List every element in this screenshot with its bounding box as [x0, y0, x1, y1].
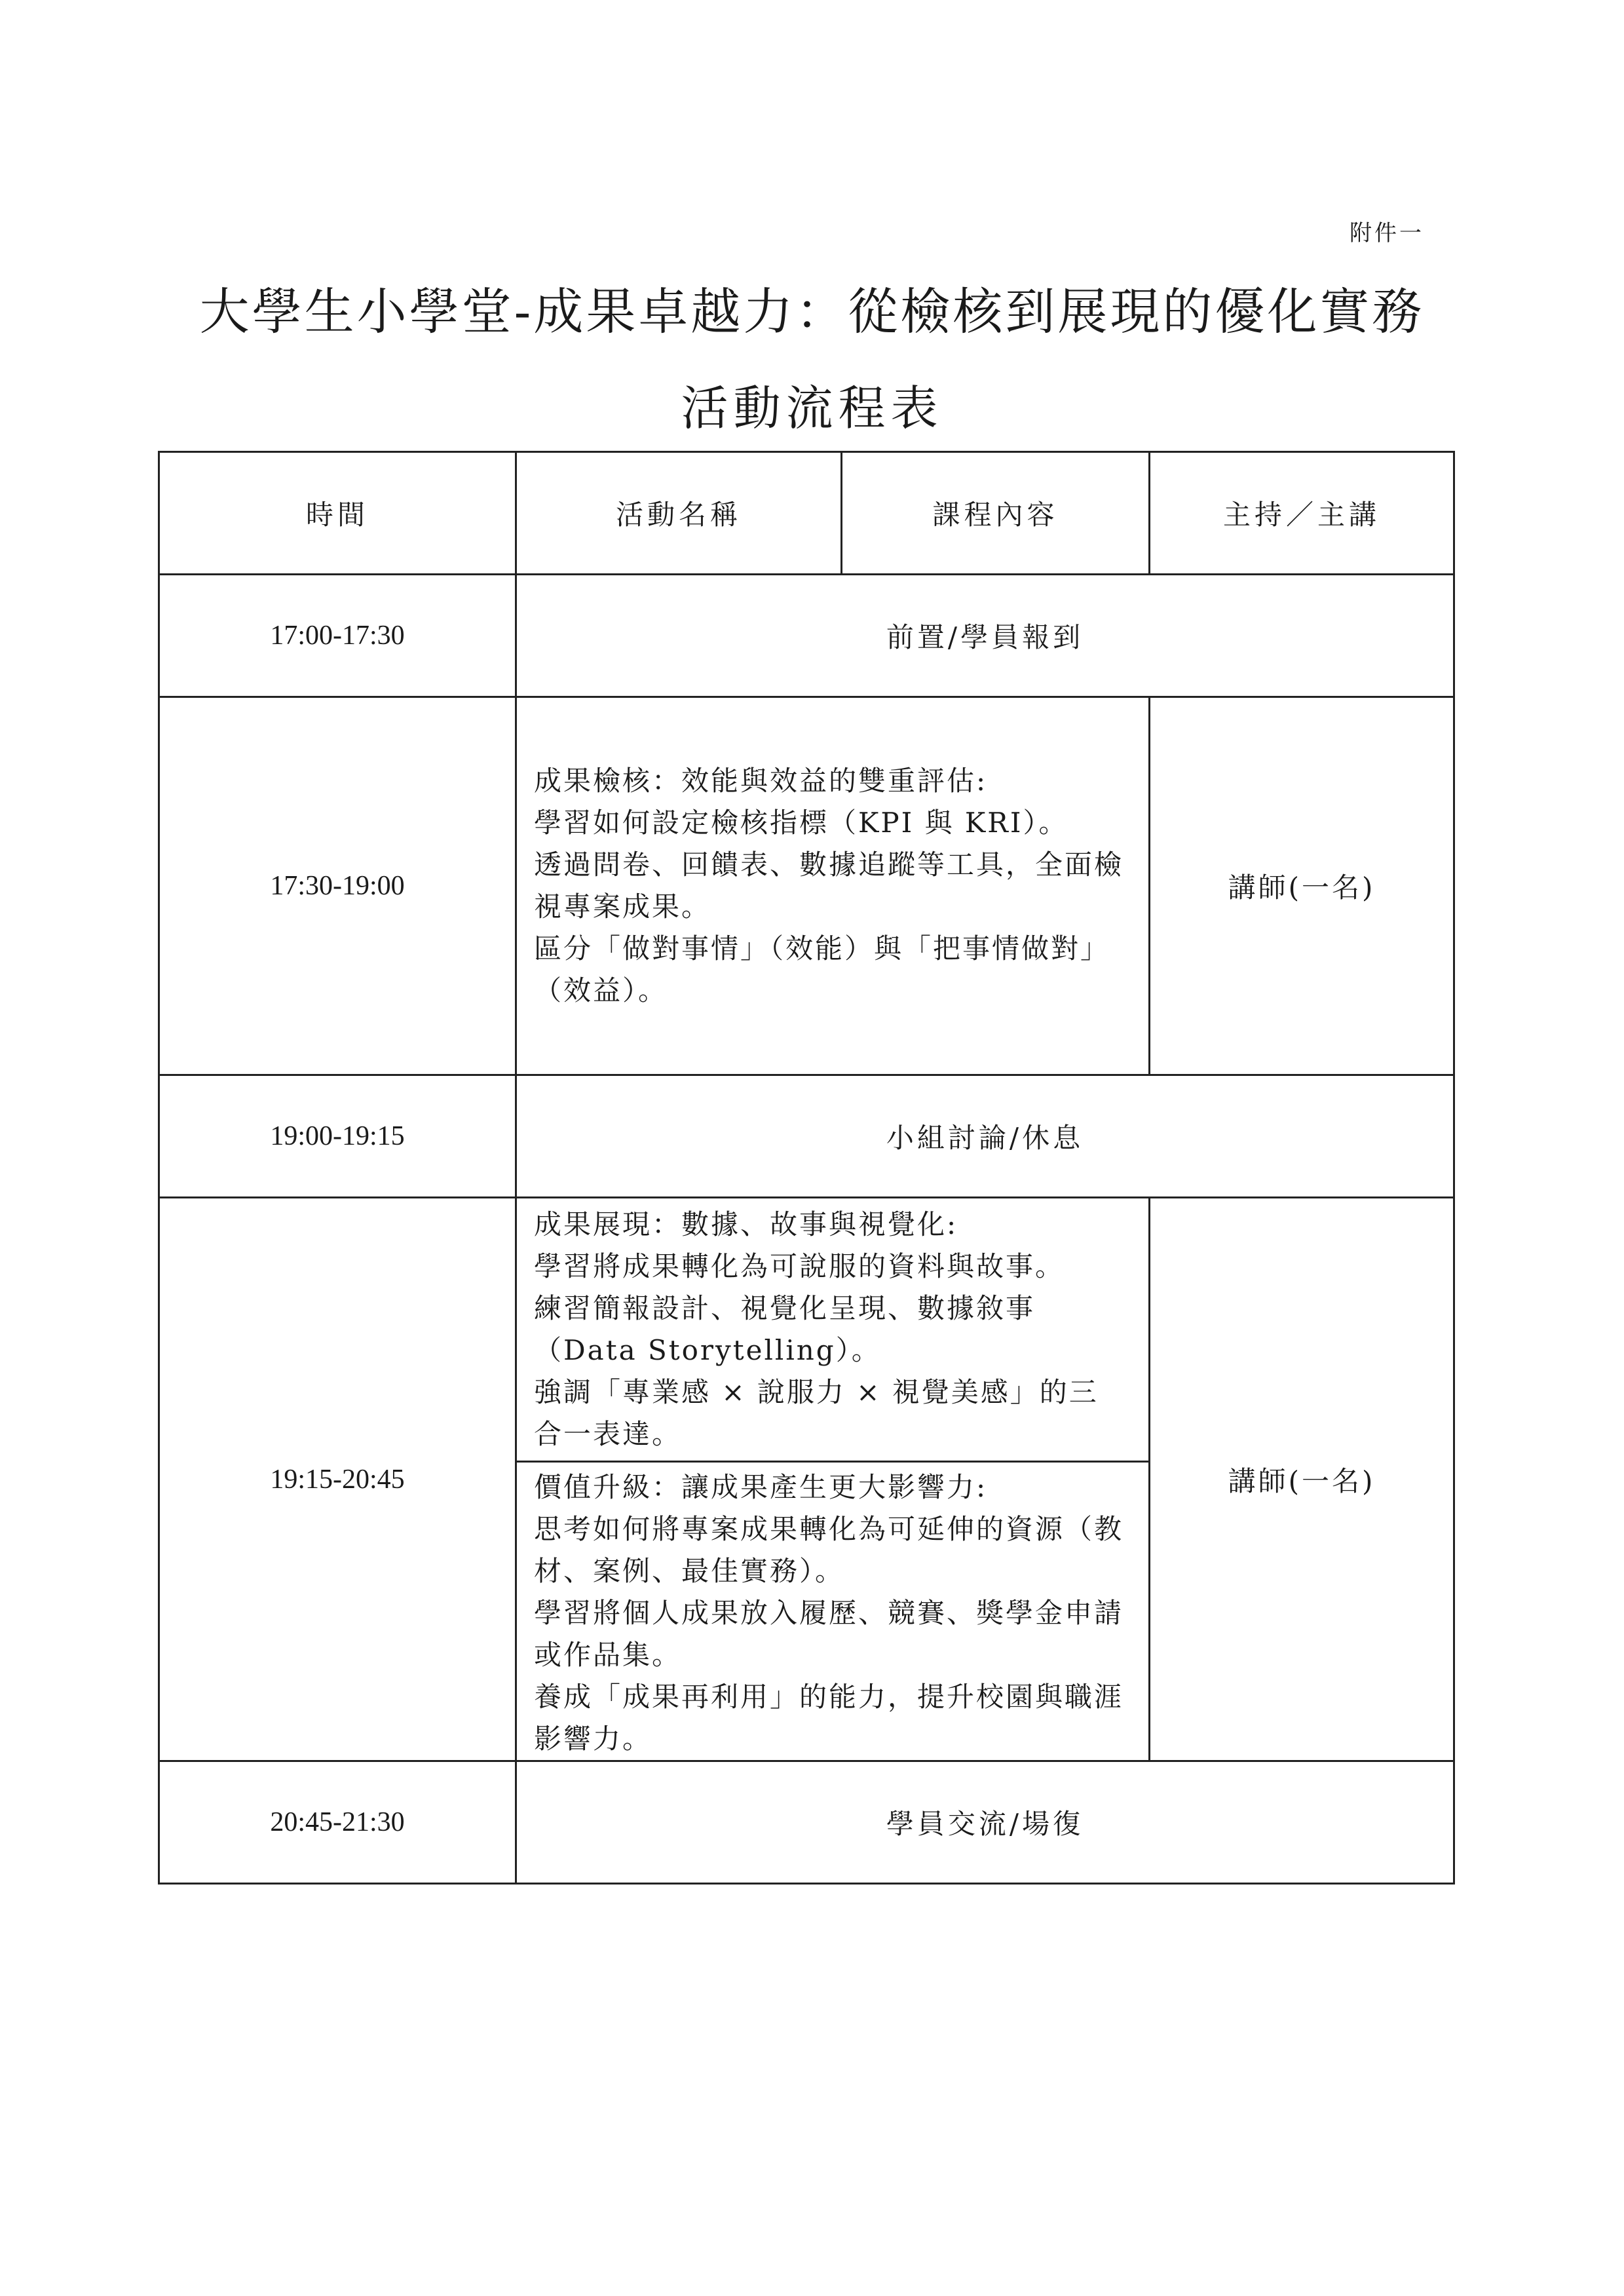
session2-block1-line: 強調「專業感 × 說服力 × 視覺美感」的三合一表達。	[534, 1376, 1099, 1450]
session2-host-cell: 講師(一名)	[1150, 1198, 1454, 1761]
session2-block2-line: 學習將個人成果放入履歷、競賽、獎學金申請或作品集。	[534, 1597, 1124, 1671]
table-row-session2	[159, 1198, 1454, 1761]
session2-block1-line: 練習簡報設計、視覺化呈現、數據敘事（Data Storytelling）。	[534, 1292, 1036, 1366]
time-cell: 17:00-17:30	[159, 575, 516, 697]
break-cell: 小組討論/休息	[516, 1075, 1454, 1198]
table-row-break	[159, 1075, 1454, 1198]
session1-line: 學習如何設定檢核指標（KPI 與 KRI）。	[534, 807, 1068, 839]
time-cell: 19:00-19:15	[159, 1075, 516, 1198]
closing-cell: 學員交流/場復	[516, 1761, 1454, 1884]
session1-host-cell: 講師(一名)	[1150, 697, 1454, 1075]
session1-line: 透過問卷、回饋表、數據追蹤等工具，全面檢視專案成果。	[534, 849, 1124, 923]
session2-content-cell	[516, 1198, 1150, 1761]
session2-block1-line: 學習將成果轉化為可說服的資料與故事。	[534, 1250, 1065, 1282]
session2-block1-heading: 成果展現：數據、故事與視覺化:	[534, 1208, 958, 1240]
time-cell: 19:15-20:45	[159, 1198, 516, 1761]
time-cell: 20:45-21:30	[159, 1761, 516, 1884]
header-time: 時間	[159, 452, 516, 575]
session2-block2-line: 養成「成果再利用」的能力，提升校園與職涯影響力。	[534, 1681, 1124, 1755]
document-title: 大學生小學堂-成果卓越力：從檢核到展現的優化實務	[199, 282, 1425, 341]
table-header-row	[159, 452, 1454, 575]
session2-block2-line: 思考如何將專案成果轉化為可延伸的資源（教材、案例、最佳實務）。	[534, 1513, 1124, 1587]
header-activity: 活動名稱	[516, 452, 842, 575]
document-subtitle: 活動流程表	[681, 381, 943, 436]
header-content: 課程內容	[842, 452, 1150, 575]
session1-content	[517, 760, 1148, 1012]
time-cell: 17:30-19:00	[159, 697, 516, 1075]
table-row-session1	[159, 697, 1454, 1075]
table-row-registration	[159, 575, 1454, 697]
header-host: 主持／主講	[1150, 452, 1454, 575]
registration-cell: 前置/學員報到	[516, 575, 1454, 697]
table-row-closing	[159, 1761, 1454, 1884]
session1-content-cell	[516, 697, 1150, 1075]
session1-line: 區分「做對事情」（效能）與「把事情做對」（效益）。	[534, 932, 1110, 1006]
annex-label: 附件一	[1350, 220, 1424, 246]
schedule-table	[158, 451, 1455, 1885]
session2-block-presentation	[517, 1198, 1148, 1463]
session1-heading: 成果檢核：效能與效益的雙重評估:	[534, 765, 988, 797]
session2-block-value	[517, 1463, 1148, 1760]
session2-block2-heading: 價值升級：讓成果產生更大影響力:	[534, 1471, 988, 1503]
